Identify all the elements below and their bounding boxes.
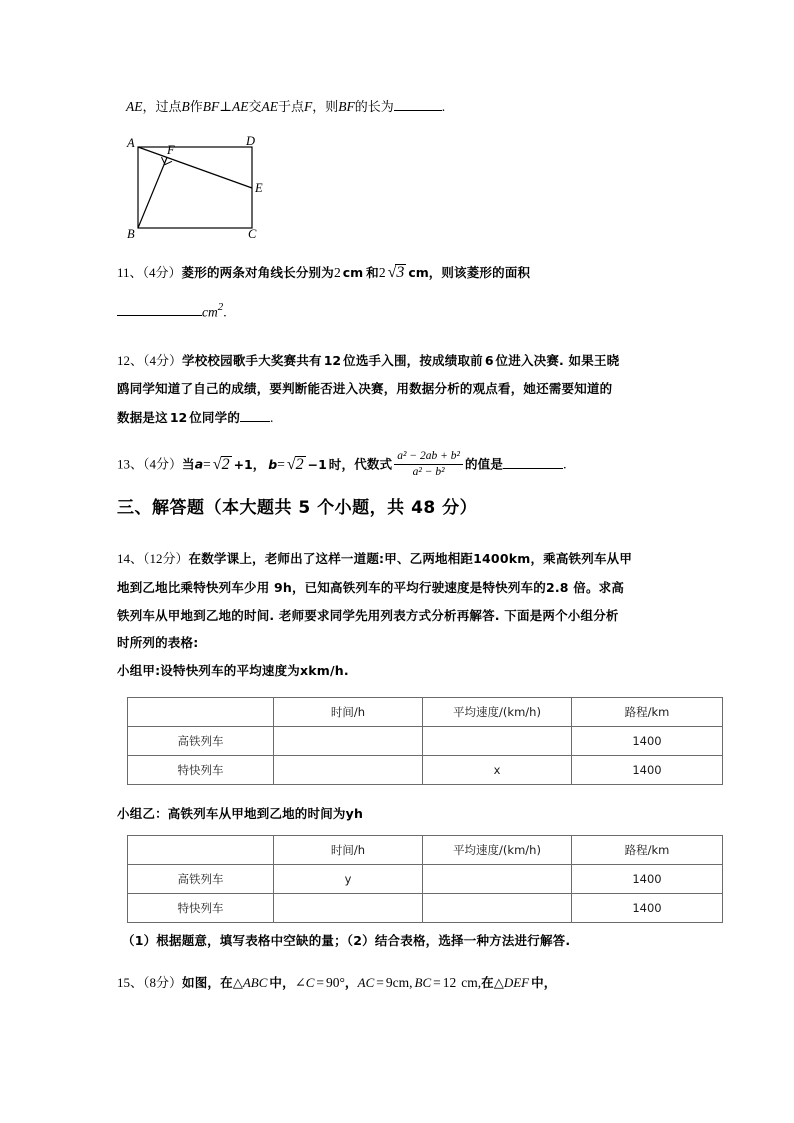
table-b-r1-c1[interactable] xyxy=(274,894,423,923)
q15-text-3: ， xyxy=(344,975,358,990)
q13-sqrt-2a: √2 xyxy=(212,455,230,473)
q10-text-4: 于点 xyxy=(278,99,305,114)
segment-bf xyxy=(138,157,167,228)
q14-group-a-label xyxy=(117,663,349,679)
figure-svg xyxy=(120,132,290,242)
question-12-line-3 xyxy=(117,409,273,426)
table-b-r0-c0: 高铁列车 xyxy=(128,865,274,894)
q13-plus-one: +1， xyxy=(233,456,266,472)
q15-bc-value: 12 xyxy=(442,975,457,990)
q11-answer-unit: cm xyxy=(202,304,218,320)
q10-ae-1: AE xyxy=(126,99,143,114)
table-b-header-0 xyxy=(128,836,274,865)
question-14-line-4 xyxy=(117,635,198,651)
q14-subquestions-line xyxy=(122,933,570,949)
q11-text-2: 和 xyxy=(366,265,379,280)
q14-subquestions-text: （1）根据题意，填写表格中空缺的量；（2）结合表格，选择一种方法进行解答. xyxy=(122,933,571,948)
q12-number-12b: 12 xyxy=(169,410,188,425)
table-b-header-2: 平均速度/(km/h) xyxy=(423,836,572,865)
figure-label-D: D xyxy=(246,134,256,148)
q15-segment-ac: AC xyxy=(357,975,375,990)
q12-period: . xyxy=(270,410,274,425)
q15-angle-value: 90° xyxy=(326,975,345,990)
q12-text-3a: 数据是这 xyxy=(117,410,168,425)
q12-text-1b: 位选手入围，按成绩取前 xyxy=(343,353,483,368)
q10-perp-symbol: ⊥ xyxy=(219,99,232,114)
q13-text-3: 代数式 xyxy=(354,456,393,472)
table-a-header-0 xyxy=(128,698,274,727)
q14-text-line-2: 地到乙地比乘特快列车少用 9h，已知高铁列车的平均行驶速度是特快列车的2.8 倍。求高 xyxy=(117,580,625,595)
q15-text-4: 在 xyxy=(481,975,494,990)
table-a-r1-c3: 1400 xyxy=(572,756,723,785)
q10-bf-2: BF xyxy=(338,99,355,114)
q13-sqrt-2b: √2 xyxy=(286,455,304,473)
q11-answer-unit-exponent: 2 xyxy=(217,301,224,313)
q14-group-b-label-text: 小组乙：高铁列车从甲地到乙地的时间为yh xyxy=(117,806,364,821)
table-a-r0-c3: 1400 xyxy=(572,727,723,756)
q15-text-1: 如图，在 xyxy=(182,975,233,990)
q10-text-3: 交 xyxy=(248,99,262,114)
q14-number: 14、 xyxy=(117,551,144,566)
q13-text-2: 时， xyxy=(328,456,355,472)
table-row xyxy=(128,727,723,756)
table-header-row xyxy=(128,836,723,865)
question-14-line-2 xyxy=(117,580,624,596)
q10-ae-2: AE xyxy=(231,99,249,114)
q15-eq-2: = xyxy=(376,975,384,990)
table-b-r1-c3: 1400 xyxy=(572,894,723,923)
q15-triangle-abc: △ABC xyxy=(232,975,268,990)
q14-score: （12分） xyxy=(143,551,189,566)
q10-point-b: B xyxy=(181,99,190,114)
figure-label-B: B xyxy=(127,227,135,241)
section-3-heading-text: 三、解答题（本大题共 5 个小题，共 48 分） xyxy=(117,498,478,518)
question-12-line-2 xyxy=(117,381,612,397)
q15-triangle-def: △DEF xyxy=(493,975,530,990)
q11-sqrt-radicand: 3 xyxy=(396,264,405,281)
q15-segment-bc: BC xyxy=(414,975,432,990)
table-a-r1-c2: x xyxy=(423,756,572,785)
q15-score: （8分） xyxy=(143,975,183,990)
table-a-r0-c0: 高铁列车 xyxy=(128,727,274,756)
figure-label-E: E xyxy=(255,181,263,195)
table-b-r1-c0: 特快列车 xyxy=(128,894,274,923)
table-b-r0-c1[interactable]: y xyxy=(274,865,423,894)
q13-sqrt-a-radicand: 2 xyxy=(221,455,230,473)
q10-text-6: 的长为 xyxy=(354,99,394,114)
table-row xyxy=(128,865,723,894)
table-b-header-3: 路程/km xyxy=(572,836,723,865)
figure-label-F: F xyxy=(167,143,175,157)
q15-ac-value: 9cm, xyxy=(385,975,413,990)
q12-text-2: 鸥同学知道了自己的成绩，要判断能否进入决赛，用数据分析的观点看，她还需要知道的 xyxy=(117,381,613,396)
q15-angle-c: ∠C xyxy=(294,975,315,990)
table-b-r0-c2[interactable] xyxy=(423,865,572,894)
q11-text-1: 菱形的两条对角线长分别为 xyxy=(181,265,334,280)
q15-text-2: 中， xyxy=(269,975,295,990)
table-b-header-1: 时间/h xyxy=(274,836,423,865)
table-a-header-3: 路程/km xyxy=(572,698,723,727)
q12-number-12: 12 xyxy=(323,353,342,368)
q13-eq-2: = xyxy=(277,456,285,472)
table-header-row xyxy=(128,698,723,727)
table-b-r0-c3: 1400 xyxy=(572,865,723,894)
question-11-line-2 xyxy=(117,302,227,320)
q15-eq-1: = xyxy=(316,975,325,990)
q13-eq-1: = xyxy=(203,456,211,472)
q11-answer-blank[interactable] xyxy=(117,303,202,316)
q13-text-4: 的值是 xyxy=(464,456,504,472)
table-row xyxy=(128,894,723,923)
q14-group-b-label xyxy=(117,806,363,822)
q14-table-group-a xyxy=(127,697,723,785)
q11-sqrt-3: √3 xyxy=(387,264,405,281)
table-a-r1-c1[interactable] xyxy=(274,756,423,785)
q13-period: . xyxy=(563,456,567,472)
figure-label-C: C xyxy=(248,227,257,241)
q11-value-2: 2 xyxy=(378,265,386,280)
table-b-r1-c2[interactable] xyxy=(423,894,572,923)
q12-text-1c: 位进入决赛. 如果王晓 xyxy=(495,353,620,368)
q12-score: （4分） xyxy=(143,353,183,368)
q13-score: （4分） xyxy=(143,456,183,472)
question-13-line xyxy=(117,450,566,479)
q14-table-group-b xyxy=(127,835,723,923)
q14-text-line-1: 在数学课上，老师出了这样一道题:甲、乙两地相距1400km，乘高铁列车从甲 xyxy=(188,551,633,566)
q10-answer-blank[interactable] xyxy=(394,98,442,111)
q11-score: （4分） xyxy=(142,265,182,280)
q10-text-1: ，过点 xyxy=(142,99,182,114)
table-a-r0-c1[interactable] xyxy=(274,727,423,756)
question-15-line xyxy=(117,975,557,991)
q15-eq-3: = xyxy=(433,975,441,990)
q11-number: 11、 xyxy=(117,265,143,280)
q11-unit-2: cm， xyxy=(408,265,442,280)
question-14-line-3 xyxy=(117,608,619,624)
q12-answer-blank[interactable] xyxy=(240,409,270,422)
q15-text-5: 中， xyxy=(531,975,557,990)
q13-minus-one: −1 xyxy=(307,456,327,472)
q13-fraction-numerator: a² − 2ab + b² xyxy=(394,450,463,465)
q15-number: 15、 xyxy=(117,975,144,990)
q13-answer-blank[interactable] xyxy=(503,456,563,469)
q14-text-line-4: 时所列的表格: xyxy=(117,635,199,650)
q15-bc-unit: cm, xyxy=(461,975,482,990)
segment-ae xyxy=(138,147,252,188)
q14-text-line-3: 铁列车从甲地到乙地的时间. 老师要求同学先用列表方式分析再解答. 下面是两个小组分析 xyxy=(117,608,619,623)
q11-period: . xyxy=(223,304,227,320)
q12-text-1a: 学校校园歌手大奖赛共有 xyxy=(182,353,322,368)
q10-period: . xyxy=(441,99,446,114)
q10-text-2: 作 xyxy=(189,99,203,114)
q13-sqrt-b-radicand: 2 xyxy=(295,455,304,473)
q11-value-1: 2 xyxy=(333,265,341,280)
q13-number: 13、 xyxy=(117,456,144,472)
q10-text-5: ，则 xyxy=(312,99,339,114)
table-a-r1-c0: 特快列车 xyxy=(128,756,274,785)
q12-number: 12、 xyxy=(117,353,144,368)
q10-point-f: F xyxy=(304,99,313,114)
geometry-figure-q10 xyxy=(120,132,290,242)
q14-group-a-label-text: 小组甲:设特快列车的平均速度为xkm/h. xyxy=(117,663,349,678)
table-a-r0-c2[interactable] xyxy=(423,727,572,756)
table-row xyxy=(128,756,723,785)
q11-unit-1: cm xyxy=(342,265,364,280)
q12-text-3b: 位同学的 xyxy=(189,410,241,425)
q13-var-a: a xyxy=(194,456,204,472)
q10-bf-1: BF xyxy=(202,99,220,114)
question-12-line-1 xyxy=(117,353,619,369)
section-3-heading xyxy=(117,500,477,517)
question-11-line-1 xyxy=(117,264,530,281)
q13-fraction-denominator: a² − b² xyxy=(412,465,445,478)
q13-fraction xyxy=(394,450,463,479)
q13-text-1: 当 xyxy=(182,456,195,472)
question-10-tail-line xyxy=(126,98,445,115)
q12-number-6: 6 xyxy=(484,353,494,368)
table-a-header-2: 平均速度/(km/h) xyxy=(423,698,572,727)
table-a-header-1: 时间/h xyxy=(274,698,423,727)
q11-text-3: 则该菱形的面积 xyxy=(441,265,531,280)
question-14-line-1 xyxy=(117,551,632,567)
q13-var-b: b xyxy=(268,456,278,472)
q10-ae-3: AE xyxy=(261,99,278,114)
figure-label-A: A xyxy=(127,136,135,150)
